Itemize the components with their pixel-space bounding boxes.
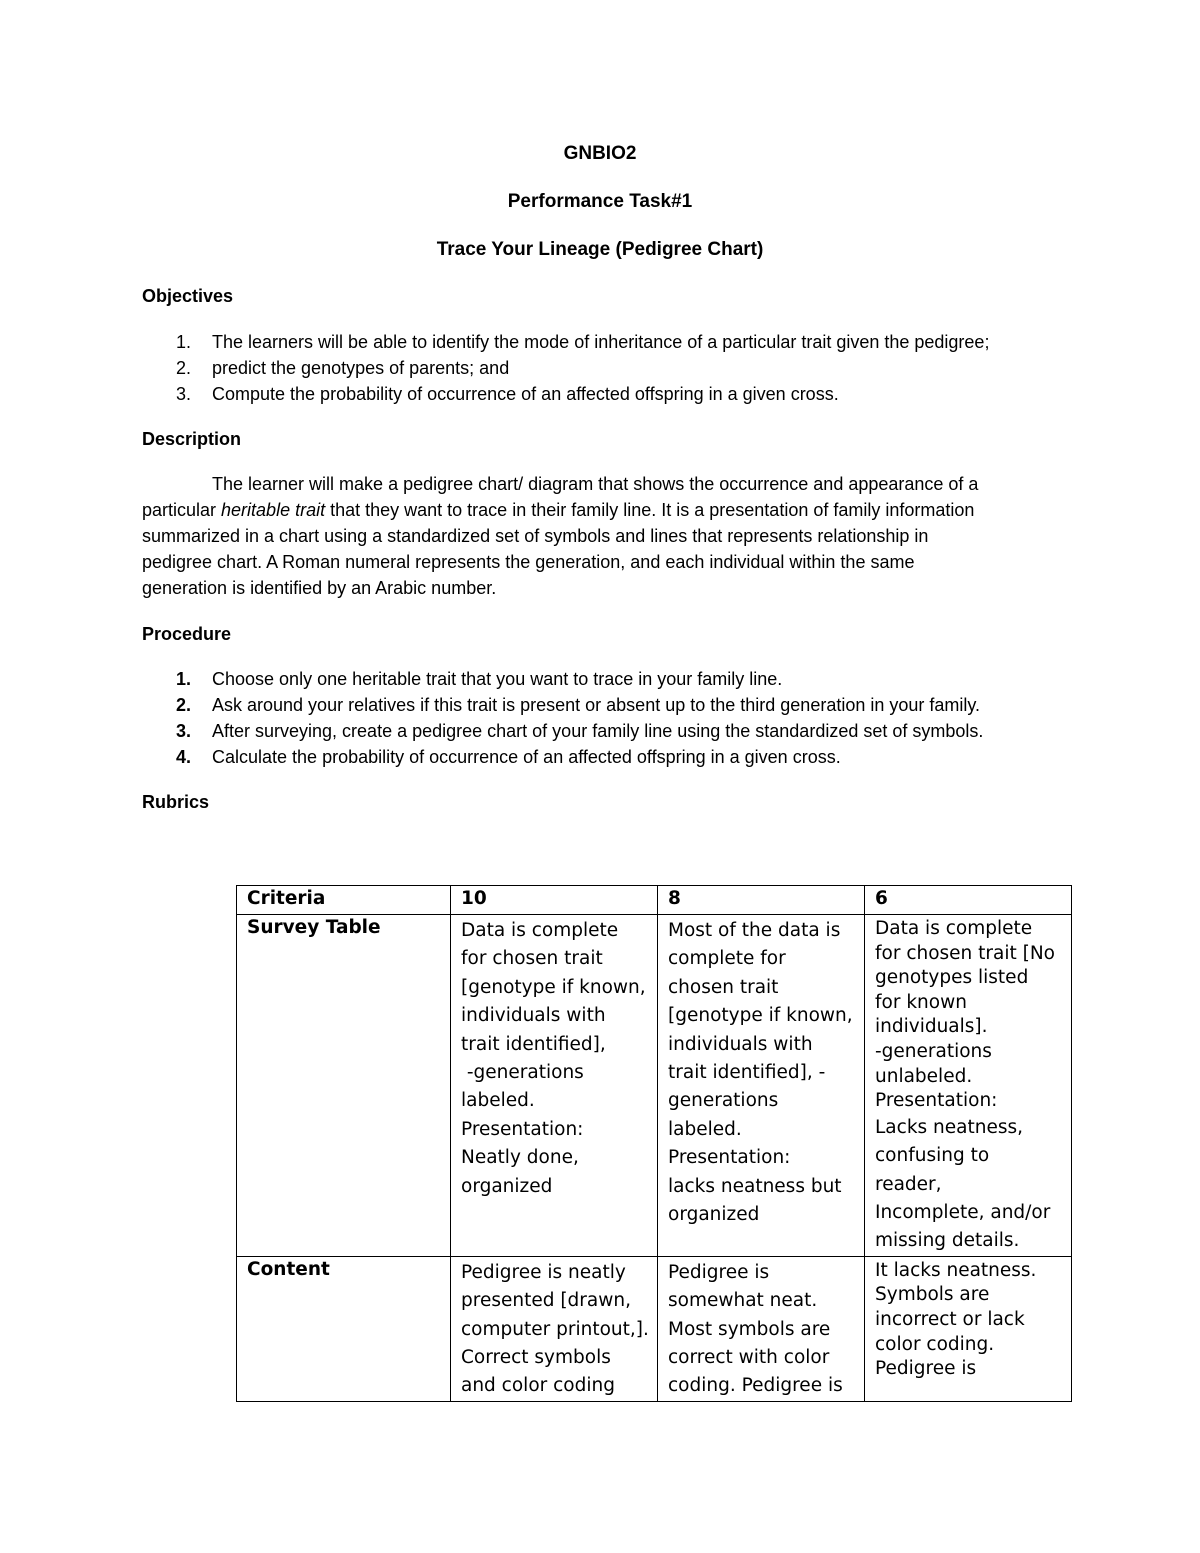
- procedure-list: [176, 666, 983, 770]
- column-header: 8: [658, 886, 865, 915]
- table-row: [237, 1256, 1072, 1401]
- criteria-cell: Content: [237, 1256, 451, 1401]
- rubrics-heading: Rubrics: [142, 792, 210, 812]
- list-item: 1. Choose only one heritable trait that you want to trace in your family line.: [176, 669, 783, 689]
- heritable-trait-term: heritable trait: [221, 500, 326, 520]
- table-header-row: [237, 886, 1072, 915]
- score-8-cell: Pedigree is somewhat neat. Most symbols are correct with color coding. Pedigree is: [658, 1256, 865, 1401]
- course-code: GNBIO2: [563, 143, 637, 164]
- column-header: 6: [865, 886, 1072, 915]
- score-10-cell: Pedigree is neatly presented [drawn, computer printout,]. Correct symbols and color coding: [451, 1256, 658, 1401]
- list-item: 1. The learners will be able to identify the mode of inheritance of a particular trait given the pedigree;: [176, 332, 990, 352]
- task-title: Performance Task#1: [507, 191, 693, 212]
- criteria-cell: Survey Table: [237, 915, 451, 1257]
- score-8-cell: Most of the data is complete for chosen trait [genotype if known, individuals with trait identified], - generations labeled. Presentation: lacks neatness but organized: [658, 915, 865, 1257]
- objectives-list: [176, 329, 989, 407]
- rubric-table: [236, 885, 1072, 1402]
- list-item: 2. predict the genotypes of parents; and: [176, 358, 510, 378]
- list-item: 2. Ask around your relatives if this trait is present or absent up to the third generation in your family.: [176, 695, 981, 715]
- list-item: 3. After surveying, create a pedigree chart of your family line using the standardized set of symbols.: [176, 721, 984, 741]
- list-item: 4. Calculate the probability of occurrence of an affected offspring in a given cross.: [176, 747, 841, 767]
- column-header: Criteria: [237, 886, 451, 915]
- procedure-heading: Procedure: [142, 624, 232, 644]
- list-item: 3. Compute the probability of occurrence of an affected offspring in a given cross.: [176, 384, 839, 404]
- objectives-heading: Objectives: [142, 286, 234, 306]
- page-title: Trace Your Lineage (Pedigree Chart): [436, 239, 764, 260]
- column-header: 10: [451, 886, 658, 915]
- description-heading: Description: [142, 429, 242, 449]
- score-10-cell: Data is complete for chosen trait [genotype if known, individuals with trait identified], -generations labeled. Presentation: Neatly done, organized: [451, 915, 658, 1257]
- description-paragraph: The learner will make a pedigree chart/ diagram that shows the occurrence and appearance of a particular heritable trait that they want to trace in their family line. It is a presentation of family information summarized in a chart using a standardized set of symbols and lines that represents relationship in pedigree chart. A Roman numeral represents the generation, and each individual within the same generation is identified by an Arabic number.: [142, 474, 979, 598]
- score-6-cell: Data is complete for chosen trait [No genotypes listed for known individuals]. -generations unlabeled. Presentation: Lacks neatness, confusing to reader, Incomplete, and/or missing details.: [865, 915, 1072, 1257]
- table-row: [237, 915, 1072, 1257]
- score-6-cell: It lacks neatness. Symbols are incorrect or lack color coding. Pedigree is: [865, 1256, 1072, 1401]
